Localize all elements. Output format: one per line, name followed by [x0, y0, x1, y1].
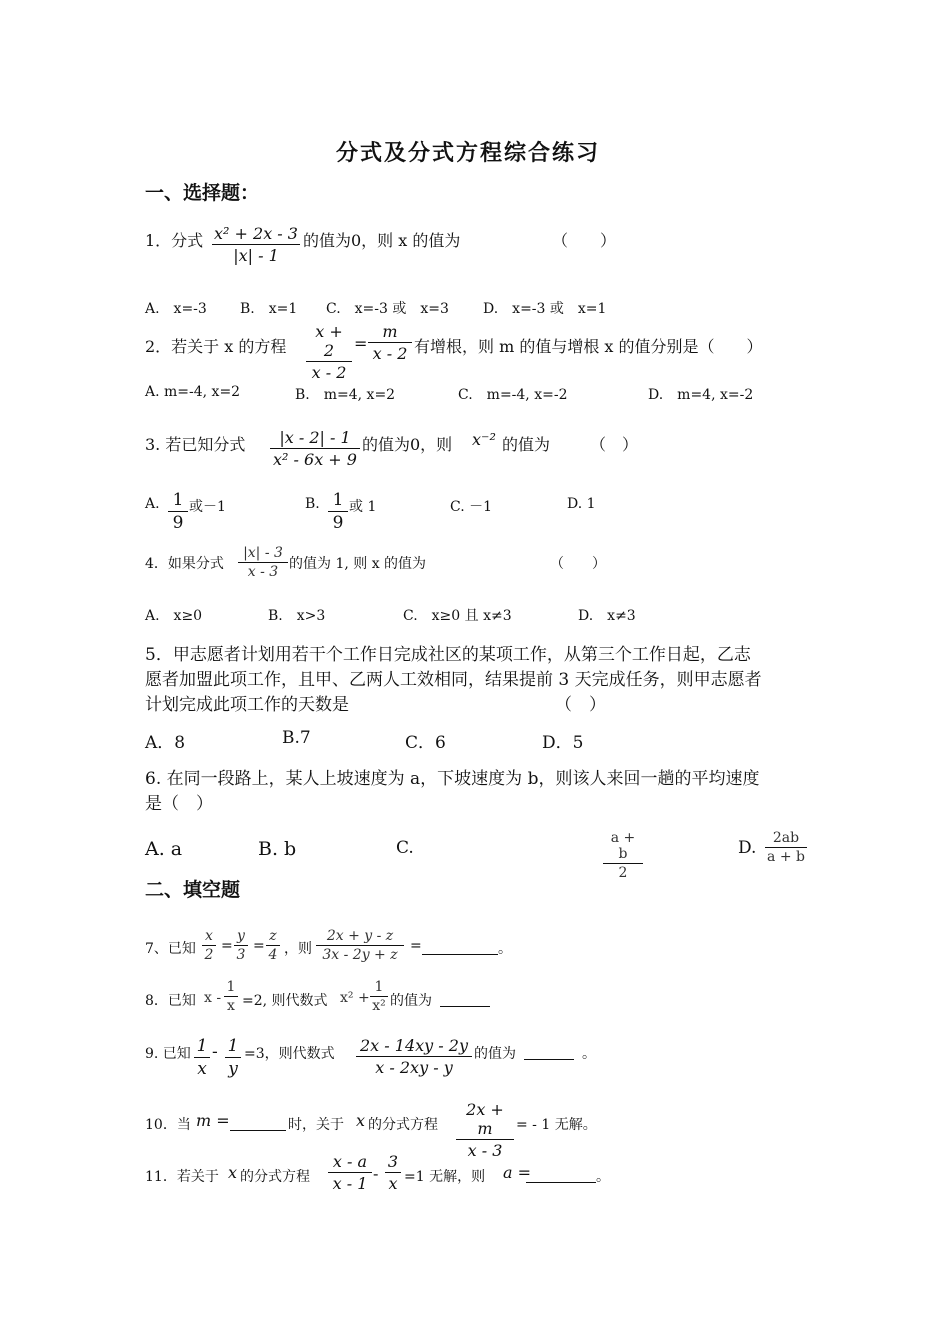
- q2-left-denominator: x - 2: [311, 363, 347, 382]
- q10-fraction: [456, 1100, 514, 1160]
- q9-mid: =3，则代数式: [244, 1046, 335, 1062]
- q1-option-d: D. x=-3 或 x=1: [483, 301, 607, 317]
- q5-line-3: 计划完成此项工作的天数是: [145, 695, 349, 715]
- q8-prefix: 8．已知: [145, 993, 196, 1009]
- q7-f2-denominator: 3: [236, 947, 246, 963]
- q2-option-a: A. m=-4, x=2: [145, 384, 241, 400]
- q11-prefix: 11．若关于: [145, 1169, 219, 1185]
- q3-prefix: 3. 若已知分式: [145, 435, 246, 454]
- q4-fraction: [238, 545, 288, 580]
- q3-option-a-fraction: [168, 490, 188, 533]
- q6-option-a: A. a: [145, 838, 183, 860]
- q11-f1-numerator: x - a: [332, 1152, 368, 1171]
- q3-option-b-tail: 或 1: [349, 499, 377, 515]
- q2-prefix: 2．若关于 x 的方程: [145, 337, 287, 356]
- q3-fraction: [270, 428, 360, 469]
- q4-suffix: 的值为 1, 则 x 的值为: [289, 556, 427, 572]
- q4-prefix: 4．如果分式: [145, 556, 224, 572]
- q11-fraction-2: [385, 1152, 401, 1193]
- q10-mid2: 的分式方程: [368, 1117, 438, 1133]
- q9-f2-denominator: y: [228, 1059, 238, 1079]
- q8-f2-numerator: 1: [374, 979, 384, 995]
- q6-option-b: B. b: [258, 838, 297, 860]
- section-heading-fill: 二、填空题: [145, 879, 241, 901]
- q7-big-fraction: [316, 928, 404, 963]
- q3-option-d: D. 1: [567, 496, 596, 512]
- q5-line-2: 愿者加盟此项工作，且甲、乙两人工效相同，结果提前 3 天完成任务，则甲志愿者: [145, 670, 762, 690]
- q6-option-c-fraction: [603, 830, 643, 881]
- q2-fraction-left: [306, 322, 352, 382]
- q6-option-c-denominator: 2: [618, 865, 628, 881]
- q1-option-b: B. x=1: [240, 301, 298, 317]
- q11-mid: 的分式方程: [240, 1169, 310, 1185]
- q9-big-numerator: 2x - 14xy - 2y: [360, 1036, 468, 1055]
- q5-option-a: A．8: [145, 733, 186, 753]
- q10-suffix: = - 1 无解。: [516, 1117, 597, 1133]
- q6-option-c-numerator: a + b: [610, 830, 636, 862]
- q1-numerator: x² + 2x - 3: [214, 224, 298, 243]
- q9-fraction-2: [225, 1036, 241, 1079]
- q3-option-a-denominator: 9: [172, 513, 184, 533]
- q8-fraction-1: [224, 979, 238, 1014]
- q3-option-b-denominator: 9: [332, 513, 344, 533]
- q9-minus: -: [212, 1042, 218, 1062]
- q7-answer-blank[interactable]: [422, 940, 498, 955]
- q2-right-denominator: x - 2: [372, 344, 408, 363]
- q5-option-d: D．5: [542, 733, 584, 753]
- q7-big-numerator: 2x + y - z: [326, 928, 394, 944]
- q5-option-c: C．6: [405, 733, 446, 753]
- q11-minus: -: [373, 1164, 379, 1183]
- q11-fraction-1: [328, 1152, 372, 1193]
- q2-option-b: B. m=4, x=2: [295, 387, 396, 403]
- q8-x-squared-plus: x² +: [340, 990, 370, 1006]
- q1-prefix: 1．分式: [145, 231, 204, 250]
- q11-f2-numerator: 3: [387, 1152, 399, 1171]
- q4-option-c: C. x≥0 且 x≠3: [403, 608, 512, 624]
- q2-suffix: 有增根，则 m 的值与增根 x 的值分别是（ ）: [414, 337, 763, 356]
- q8-answer-blank[interactable]: [440, 992, 490, 1007]
- q7-tail: =: [410, 938, 422, 954]
- q8-suffix: 的值为: [390, 993, 432, 1009]
- q1-option-a: A. x=-3: [145, 301, 207, 317]
- q4-denominator: x - 3: [247, 564, 279, 580]
- q4-numerator: |x| - 3: [243, 545, 283, 561]
- q2-equals: =: [354, 334, 368, 353]
- q3-x-power: x⁻²: [472, 430, 496, 449]
- q2-option-d: D. m=4, x=-2: [648, 387, 754, 403]
- q4-option-d: D. x≠3: [578, 608, 636, 624]
- q10-prefix: 10．当: [145, 1117, 191, 1133]
- q9-f1-denominator: x: [197, 1059, 207, 1079]
- q11-end: 。: [596, 1169, 610, 1185]
- q9-prefix: 9. 已知: [145, 1046, 191, 1062]
- q7-big-denominator: 3x - 2y + z: [322, 947, 398, 963]
- q10-m-equals: m =: [196, 1111, 230, 1130]
- q8-f1-denominator: x: [227, 998, 235, 1014]
- q10-numerator: 2x + m: [466, 1100, 504, 1138]
- q2-left-numerator: x + 2: [315, 322, 343, 360]
- q7-fraction-z: [266, 928, 280, 963]
- q3-mid: 的值为0，则: [362, 435, 453, 454]
- q9-f1-numerator: 1: [196, 1036, 208, 1056]
- q2-right-numerator: m: [382, 322, 398, 341]
- q6-line-1: 6. 在同一段路上，某人上坡速度为 a，下坡速度为 b，则该人来回一趟的平均速度: [145, 769, 760, 789]
- q3-option-c: C. －1: [450, 499, 493, 515]
- q6-option-d-numerator: 2ab: [772, 830, 800, 846]
- q1-denominator: |x| - 1: [233, 246, 279, 265]
- q8-f2-denominator: x²: [372, 998, 386, 1014]
- q1-suffix: 的值为0，则 x 的值为: [303, 231, 461, 250]
- q11-answer-blank[interactable]: [526, 1168, 596, 1183]
- q9-f2-numerator: 1: [227, 1036, 239, 1056]
- q7-f3-denominator: 4: [268, 947, 278, 963]
- q11-suffix: =1 无解，则: [404, 1169, 486, 1185]
- q2-option-c: C. m=-4, x=-2: [458, 387, 568, 403]
- q7-equals-2: =: [253, 938, 265, 954]
- q8-f1-numerator: 1: [226, 979, 236, 995]
- q7-fraction-x: [202, 928, 216, 963]
- q7-mid: ，则: [284, 941, 312, 957]
- q7-f3-numerator: z: [269, 928, 277, 944]
- q8-mid: =2, 则代数式: [242, 993, 328, 1009]
- q3-denominator: x² - 6x + 9: [273, 450, 357, 469]
- q3-numerator: |x - 2| - 1: [279, 428, 351, 447]
- q4-answer-paren: （ ）: [550, 556, 606, 572]
- q4-option-a: A. x≥0: [145, 608, 203, 624]
- q5-answer-paren: （ ）: [555, 695, 606, 715]
- q3-option-b-numerator: 1: [332, 490, 344, 510]
- q7-equals-1: =: [221, 938, 233, 954]
- q1-option-c: C. x=-3 或 x=3: [326, 301, 449, 317]
- q9-answer-blank[interactable]: [524, 1045, 574, 1060]
- q5-option-b: B.7: [282, 728, 311, 748]
- q9-fraction-1: [194, 1036, 210, 1079]
- q11-x: x: [228, 1163, 238, 1182]
- q3-option-b-label: B.: [305, 496, 320, 512]
- page-title: 分式及分式方程综合练习: [336, 140, 601, 166]
- q7-end: 。: [498, 941, 512, 957]
- q6-option-d-fraction: [765, 830, 807, 865]
- q9-suffix: 的值为: [474, 1046, 516, 1062]
- q10-x: x: [356, 1111, 366, 1130]
- q1-fraction: [212, 224, 300, 265]
- q10-mid: 时，关于: [288, 1117, 344, 1133]
- q7-prefix: 7、已知: [145, 941, 196, 957]
- q3-suffix: 的值为: [502, 435, 551, 454]
- q3-answer-paren: （ ）: [590, 435, 639, 454]
- q6-option-c-label: C.: [396, 838, 414, 858]
- q7-f1-numerator: x: [205, 928, 213, 944]
- q6-option-d-label: D.: [738, 838, 757, 858]
- q10-answer-blank[interactable]: [230, 1116, 286, 1131]
- q6-option-d-denominator: a + b: [767, 849, 805, 865]
- q7-fraction-y: [234, 928, 248, 963]
- q3-option-a-label: A.: [145, 496, 160, 512]
- q4-option-b: B. x>3: [268, 608, 326, 624]
- q7-f1-denominator: 2: [204, 947, 214, 963]
- q3-option-a-numerator: 1: [172, 490, 184, 510]
- q11-a-equals: a =: [503, 1163, 532, 1182]
- q11-f2-denominator: x: [388, 1174, 398, 1193]
- q9-end: 。: [582, 1046, 596, 1062]
- q2-fraction-right: [368, 322, 412, 363]
- q3-option-b-fraction: [328, 490, 348, 533]
- q8-fraction-2: [370, 979, 388, 1014]
- q6-line-2: 是（ ）: [145, 794, 213, 814]
- q9-big-denominator: x - 2xy - y: [375, 1058, 453, 1077]
- q5-line-1: 5．甲志愿者计划用若干个工作日完成社区的某项工作，从第三个工作日起，乙志: [145, 645, 751, 665]
- q11-f1-denominator: x - 1: [332, 1174, 368, 1193]
- q10-denominator: x - 3: [467, 1141, 503, 1160]
- q9-big-fraction: [356, 1036, 472, 1077]
- section-heading-choice: 一、选择题：: [145, 182, 260, 204]
- q3-option-a-tail: 或－1: [189, 499, 226, 515]
- q7-f2-numerator: y: [237, 928, 245, 944]
- q8-x-minus: x -: [204, 990, 222, 1006]
- q1-answer-paren: （ ）: [552, 231, 617, 250]
